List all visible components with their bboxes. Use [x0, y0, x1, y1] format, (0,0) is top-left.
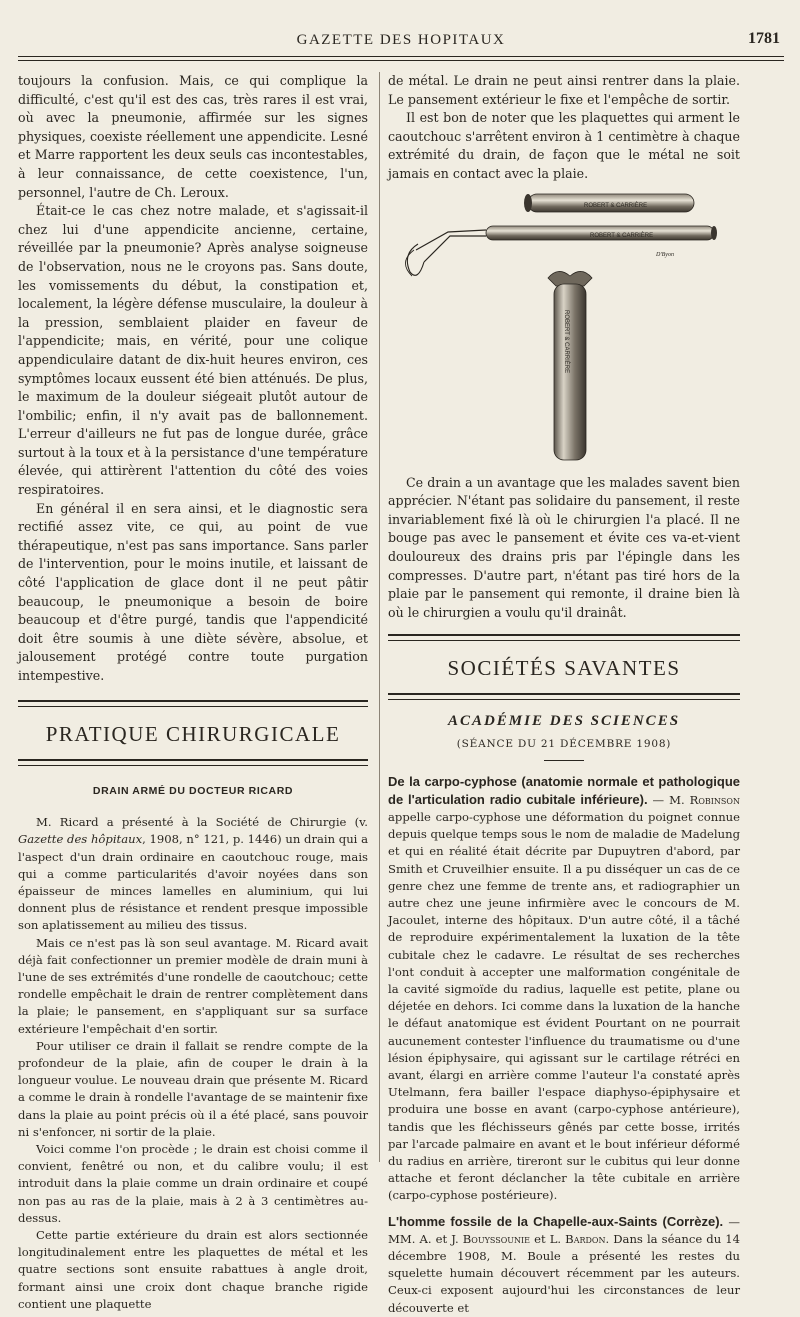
section-title: SOCIÉTÉS SAVANTES	[447, 656, 681, 681]
paragraph: En général il en sera ainsi, et le diagnostic sera rectifié assez vite, ce qui, au point de vue thérapeutique, n'est pas sans importance. Sans parler de l'intervention, pour le moins inutile, et laissant de côté l'application de glace dont il ne peut pâtir beaucoup, le pneumonique a besoin de boire beaucoup et d'être purgé, tandis que l'appendicité doit être soumis à une diète sévère, absolue, et jalousement protégé contre toute purgation intempestive.	[18, 500, 368, 683]
text-run: et L.	[530, 1231, 566, 1246]
drain-illustration	[388, 192, 740, 464]
session-date: (SÉANCE DU 21 DÉCEMBRE 1908)	[456, 737, 672, 750]
figure-label: ROBERT & CARRIÈRE	[563, 309, 569, 373]
section-rule	[388, 693, 740, 700]
author-name: Bouyssounie	[462, 1231, 531, 1246]
paragraph	[388, 1213, 740, 1317]
paragraph: Pour utiliser ce drain il fallait se rendre compte de la profondeur de la plaie, afin de couper le drain à la longueur voulue. Le nouveau drain que présente M. Ricard a comme le drain à rondelle l'avantage de se maintenir fixe dans la plaie au point précis où il a été placé, sans pouvoir ni s'enfoncer, ni sortir de la plaie.	[18, 1038, 368, 1139]
section-title: PRATIQUE CHIRURGICALE	[45, 721, 341, 746]
paragraph: toujours la confusion. Mais, ce qui complique la difficulté, c'est qu'il est des cas, très rares il est vrai, où avec la pneumonie, affirmée sur les signes physiques, coexiste réellement une appendicite. Lesné et Marre rapportent les deux seuls cas incontestables, à leur connaissance, de cette coexistence, l'un, personnel, l'autre de Ch. Leroux.	[18, 73, 368, 200]
text-run: — MM. A. et J.	[388, 1214, 740, 1246]
text-run: , 1908, n° 121, p. 1446) un drain qui a l'aspect d'un drain ordinaire en caoutchouc rouge, mais qui a comme particularités d'avoir noyées dans son épaisseur de minces lamelles en aluminium, qui lui donnent plus de résistance et rendent presque impossible son aplatissement au milieu des tissus.	[18, 832, 368, 933]
paragraph: Voici comme l'on procède ; le drain est choisi comme il convient, fenêtré ou non, et du calibre voulu; il est introduit dans la plaie comme un drain ordinaire et coupé non pas au ras de la plaie, mais à 2 à 3 centimètres au-dessus.	[18, 1142, 368, 1225]
section-rule	[18, 700, 368, 707]
text-run: — M.	[647, 792, 690, 807]
left-column	[18, 72, 368, 1313]
paragraph: Était-ce le cas chez notre malade, et s'agissait-il chez lui d'une appendicite ancienne, certaine, réveillée par la pneumonie? Après analyse soigneuse de l'observation, nous ne le croyons pas. Sans doute, les vomissements du début, la constipation et, localement, la légère défense musculaire, la douleur à la pression, semblaient plaider en faveur de l'appendicite; mais, en vérité, pour une colique appendiculaire datant de dix-huit heures environ, ces symptômes locaux eussent été bien atténués. De plus, le maximum de la douleur siégeait plutôt autour de l'ombilic; enfin, il n'y avait pas de ballonnement. L'erreur d'ailleurs ne fut pas de longue durée, grâce surtout à la toux et à la persistance d'une température élevée, qui attirèrent l'attention du côté des voies respiratoires.	[18, 203, 368, 498]
paragraph: de métal. Le drain ne peut ainsi rentrer dans la plaie. Le pansement extérieur le fixe et l'empêche de sortir.	[388, 73, 740, 107]
paragraph: Mais ce n'est pas là son seul avantage. M. Ricard avait déjà fait confectionner un premier modèle de drain muni à l'une de ses extrémités d'une rondelle de caoutchouc; cette rondelle empêchait le drain de rentrer complètement dans la plaie; le pansement, en s'appliquant sur sa surface extérieure l'empêchait d'en sortir.	[18, 935, 368, 1036]
drain-engraving	[388, 192, 740, 464]
text-run: appelle carpo-cyphose une déformation du poignet connue depuis quelque temps sous le nom de maladie de Madelung et qui en réalité était décrite par Dupuytren d'abord, par Smith et Cruveilhier ensuite. Il a pu disséquer un cas de ce genre chez une femme de trente ans, et radiographier un autre chez une jeune infirmière avec le concours de M. Jacoulet, interne des hôpitaux. D'un autre côté, il a tâché de reproduire expérimentalement la luxation de la tête cubitale chez le cadavre. Le résultat de ses recherches l'ont conduit à accepter une malformation congénitale de la cavité sigmoïde du radius, laquelle est petite, plane ou déjetée en dehors. Ici comme dans la luxation de la hanche le défaut anatomique est évident Pourtant on ne pourrait aucunement contester l'influence du traumatisme ou d'une lésion épiphysaire, qui agissant sur le cartilage rétréci en avant, élargi en arrière comme l'auteur l'a constaté après Utelmann, fera bailler l'espace diaphyso-épiphysaire et produira une bosse en avant (carpo-cyphose antérieure), tandis que les fléchisseurs gênés par cette bosse, irrités par l'arcade palmaire en avant et le bout inférieur déformé du radius en arrière, tireront sur le cubitus qui leur donne attache et feront déclancher la tête cubitale en arrière (carpo-cyphose postérieure).	[388, 809, 740, 1203]
header-rule	[18, 56, 784, 61]
section-rule	[18, 759, 368, 766]
forceps	[416, 230, 486, 262]
section-rule	[388, 634, 740, 641]
paragraph	[388, 773, 740, 1205]
text-run: M. Ricard a présenté à la Société de Chirurgie (v.	[36, 815, 368, 830]
right-column	[388, 72, 740, 1317]
short-rule	[544, 760, 584, 761]
figure-label: ROBERT & CARRIÈRE	[584, 202, 648, 209]
paragraph: Cette partie extérieure du drain est alors sectionnée longitudinalement entre les plaquettes de métal et les quatre sections sont ensuite rabattues à angle droit, formant ainsi une croix dont chaque branche rigide contient une plaquette	[18, 1228, 368, 1311]
page-header	[18, 26, 784, 60]
author-name: Bardon	[565, 1231, 606, 1246]
academy-title: ACADÉMIE DES SCIENCES	[447, 713, 681, 730]
citation: Gazette des hôpitaux	[18, 832, 143, 847]
engraver-signature: D'Byon	[656, 251, 674, 258]
paragraph: Ce drain a un avantage que les malades savent bien apprécier. N'étant pas solidaire du pansement, il reste invariablement fixé là où le chirurgien l'a placé. Il ne bouge pas avec le pansement et évite ces va-et-vient douloureux des drains pris par l'épingle dans les compresses. D'autre part, n'étant pas tiré hors de la plaie par le pansement qui remonte, il draine bien là où le chirurgien a voulu qu'il drainât.	[388, 474, 740, 620]
topic-title: De la carpo-cyphose (anatomie normale et pathologique de l'articulation radio cubitale inférieure).	[388, 773, 740, 807]
figure-label: ROBERT & CARRIÈRE	[590, 232, 654, 239]
topic-title: L'homme fossile de la Chapelle-aux-Saints (Corrèze).	[388, 1213, 724, 1229]
article-title: DRAIN ARMÉ DU DOCTEUR RICARD	[92, 784, 294, 797]
column-divider	[379, 72, 380, 1162]
paragraph: Il est bon de noter que les plaquettes qui arment le caoutchouc s'arrêtent environ à 1 centimètre à chaque extrémité du drain, de façon que le métal ne soit jamais en contact avec la plaie.	[388, 110, 740, 181]
paragraph	[18, 814, 368, 934]
author-name: Robinson	[689, 792, 740, 807]
journal-title: GAZETTE DES HOPITAUX	[296, 32, 506, 48]
drain-tube-vertical	[554, 284, 586, 460]
page-number: 1781	[748, 30, 780, 47]
text-run: . Dans la séance du 14 décembre 1908, M. Boule a présenté les restes du squelette humain découvert récemment par les auteurs. Ceux-ci exposent aujourd'hui les circonstances de leur découverte et	[388, 1231, 740, 1315]
